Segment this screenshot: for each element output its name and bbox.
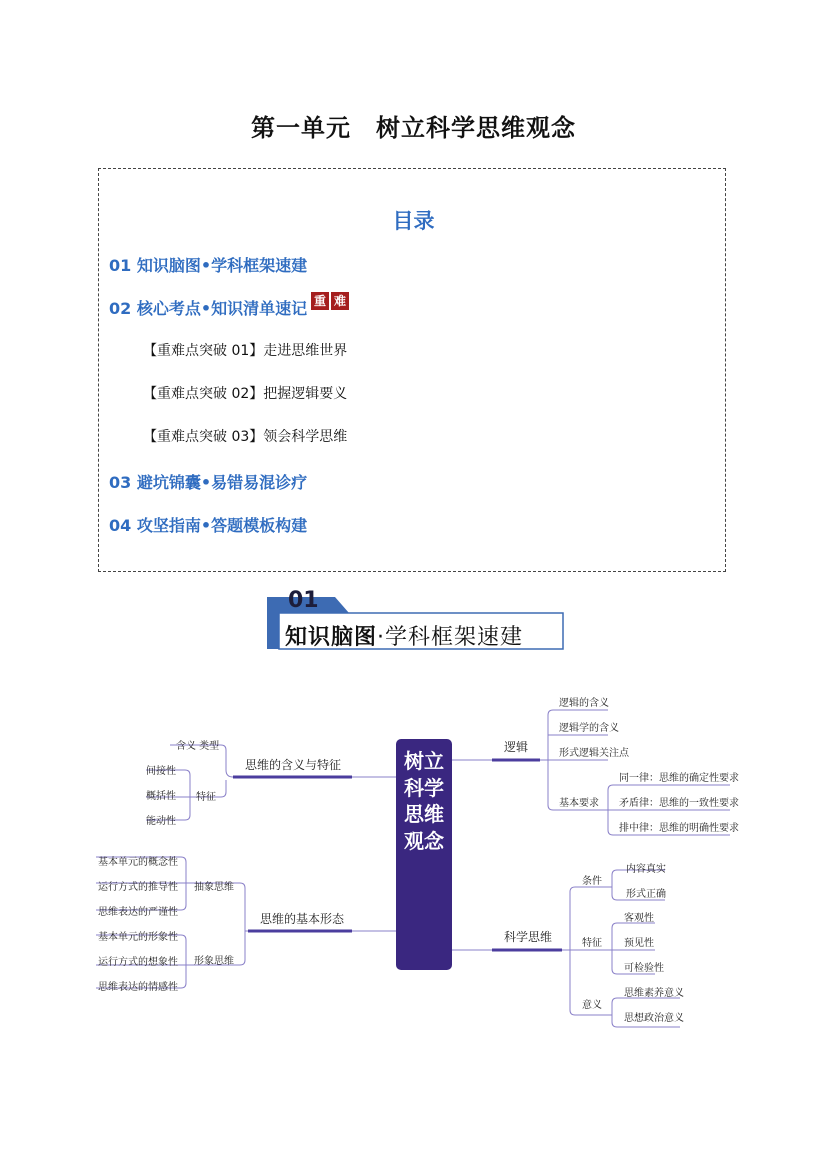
node-requirement-1: 同一律：思维的确定性要求 <box>619 773 739 784</box>
branch-thinking-meaning-features: 思维的含义与特征 <box>245 758 342 772</box>
node-condition-1: 内容真实 <box>626 864 666 875</box>
node-requirement-3: 排中律：思维的明确性要求 <box>619 823 739 834</box>
node-logic-1: 逻辑的含义 <box>559 698 609 709</box>
node-meaning-types: 含义 类型 <box>176 741 220 752</box>
node-abstract-1: 基本单元的概念性 <box>98 857 178 868</box>
branch-basic-forms: 思维的基本形态 <box>260 912 345 926</box>
node-abstract-3: 思维表达的严谨性 <box>98 907 178 918</box>
node-sci-feature-2: 预见性 <box>624 938 654 949</box>
node-requirement-2: 矛盾律：思维的一致性要求 <box>619 798 739 809</box>
node-feature-3: 能动性 <box>146 816 176 827</box>
node-feature-2: 概括性 <box>146 791 176 802</box>
node-features: 特征 <box>196 792 216 803</box>
node-image-3: 思维表达的情感性 <box>98 982 178 993</box>
branch-scientific-thinking: 科学思维 <box>504 930 553 944</box>
toc-heading: 目录 <box>392 209 435 233</box>
toc-sub-02[interactable]: 【重难点突破 02】把握逻辑要义 <box>143 386 348 402</box>
difficulty-badge-nan: 难 <box>331 292 349 310</box>
node-image-2: 运行方式的想象性 <box>98 957 178 968</box>
node-image-thinking: 形象思维 <box>194 956 234 967</box>
node-logic-2: 逻辑学的含义 <box>559 723 619 734</box>
toc-sub-01[interactable]: 【重难点突破 01】走进思维世界 <box>143 343 348 359</box>
toc-item-04[interactable]: 04 攻坚指南•答题模板构建 <box>109 516 308 535</box>
node-image-1: 基本单元的形象性 <box>98 932 178 943</box>
mindmap-center-title: 树立科学思维观念 <box>404 749 444 853</box>
node-basic-requirements: 基本要求 <box>559 798 599 809</box>
node-sci-feature-3: 可检验性 <box>624 963 664 974</box>
toc-sub-03[interactable]: 【重难点突破 03】领会科学思维 <box>143 429 348 445</box>
branch-logic: 逻辑 <box>504 740 529 754</box>
node-sci-feature-1: 客观性 <box>624 913 654 924</box>
node-abstract-2: 运行方式的推导性 <box>98 882 178 893</box>
toc-item-02[interactable]: 02 核心考点•知识清单速记 <box>109 299 308 318</box>
node-conditions: 条件 <box>582 876 602 887</box>
node-sci-features: 特征 <box>582 938 602 949</box>
node-abstract-thinking: 抽象思维 <box>194 882 234 893</box>
difficulty-badge-zhong: 重 <box>311 292 329 310</box>
page-title: 第一单元 树立科学思维观念 <box>251 114 576 142</box>
node-logic-3: 形式逻辑关注点 <box>559 748 629 759</box>
toc-item-03[interactable]: 03 避坑锦囊•易错易混诊疗 <box>109 473 308 492</box>
banner-number: 01 <box>288 588 319 613</box>
node-significance-1: 思维素养意义 <box>624 988 684 999</box>
banner-label-bold: 知识脑图 <box>285 625 378 650</box>
toc-item-01[interactable]: 01 知识脑图•学科框架速建 <box>109 256 308 275</box>
node-significance-2: 思想政治意义 <box>624 1013 684 1024</box>
banner-label-rest: ·学科框架速建 <box>377 625 524 650</box>
node-feature-1: 间接性 <box>146 766 176 777</box>
node-significance: 意义 <box>582 1000 602 1011</box>
node-condition-2: 形式正确 <box>626 889 666 900</box>
